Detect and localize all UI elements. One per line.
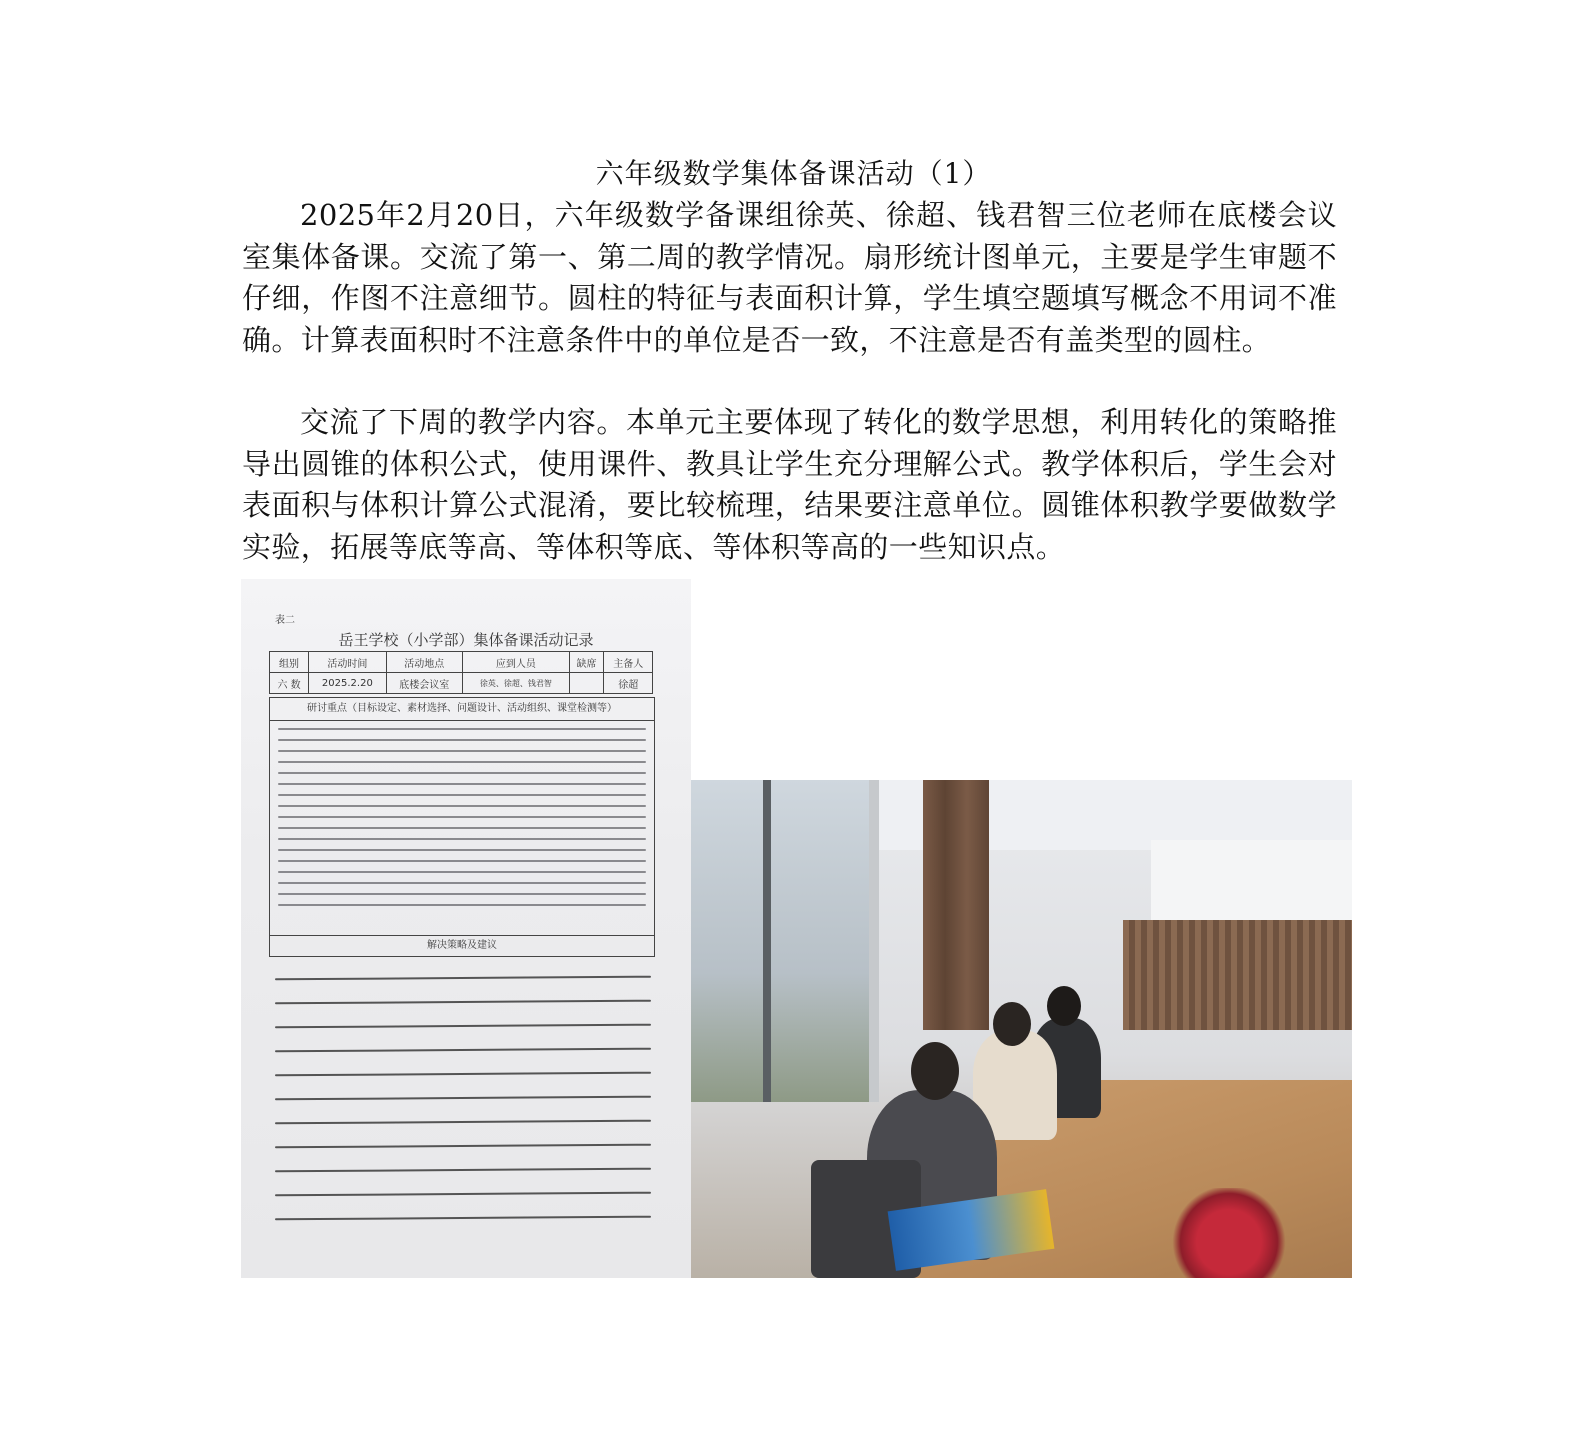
- table-header-cell: 活动地点: [386, 652, 462, 673]
- table-header-cell: 组别: [270, 652, 309, 673]
- table-cell: 徐超: [604, 673, 653, 694]
- table-cell: [569, 673, 604, 694]
- body-paragraph: 2025年2月20日，六年级数学备课组徐英、徐超、钱君智三位老师在底楼会议室集体备课。交流了第一、第二周的教学情况。扇形统计图单元，主要是学生审题不仔细，作图不注意细节。圆柱的特征与表面积计算，学生填空题填写概念不用词不准确。计算表面积时不注意条件中的单位是否一致，不注意是否有盖类型的圆柱。: [242, 198, 1337, 357]
- form-title: 岳王学校（小学部）集体备课活动记录: [338, 631, 594, 649]
- table-cell: 六 数: [270, 673, 309, 694]
- scanned-record-photo: [241, 579, 691, 1278]
- discussion-heading: 研讨重点（目标设定、素材选择、问题设计、活动组织、课堂检测等）: [269, 697, 655, 721]
- printed-discussion-text: [269, 719, 655, 936]
- table-cell: 底楼会议室: [386, 673, 462, 694]
- body-paragraph: 交流了下周的教学内容。本单元主要体现了转化的数学思想，利用转化的策略推导出圆锥的体积公式，使用课件、教具让学生充分理解公式。教学体积后，学生会对表面积与体积计算公式混淆，要比较梳理，结果要注意单位。圆锥体积教学要做数学实验，拓展等底等高、等体积等底、等体积等高的一些知识点。: [242, 405, 1337, 564]
- table-header-cell: 应到人员: [462, 652, 569, 673]
- meeting-room-photo: [691, 780, 1352, 1278]
- form-tag: 表二: [275, 615, 295, 626]
- table-row: [270, 673, 653, 694]
- table-header-cell: 缺席: [569, 652, 604, 673]
- page-title: 六年级数学集体备课活动（1）: [595, 157, 992, 190]
- table-header-cell: 活动时间: [309, 652, 387, 673]
- form-info-table: [269, 651, 653, 694]
- table-header-cell: 主备人: [604, 652, 653, 673]
- handwritten-notes: [265, 955, 657, 1245]
- table-cell: 徐英、徐超、钱君智: [462, 673, 569, 694]
- solution-heading: 解决策略及建议: [269, 935, 655, 957]
- table-cell: 2025.2.20: [309, 673, 387, 694]
- table-header-row: [270, 652, 653, 673]
